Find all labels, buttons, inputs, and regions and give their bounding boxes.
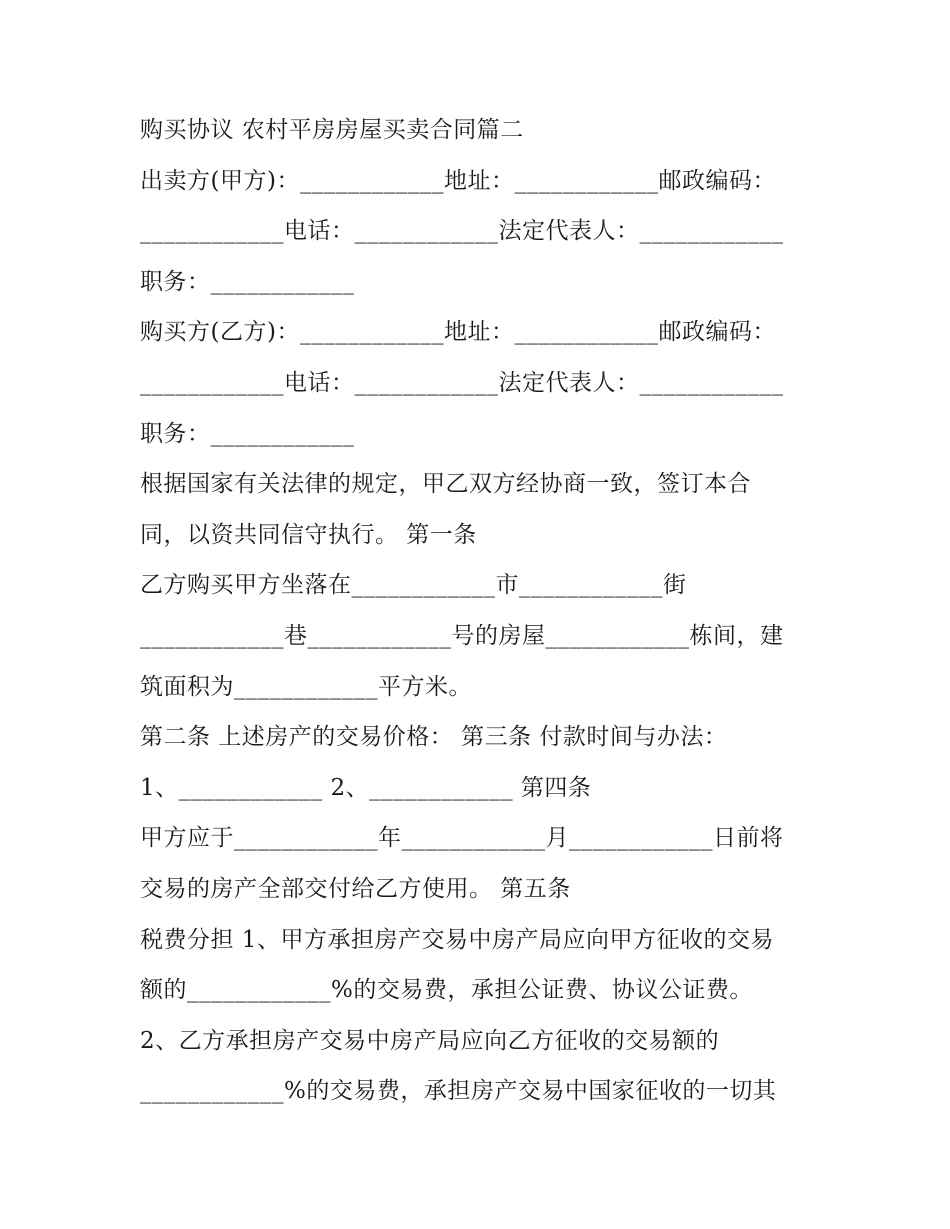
seller-line-2: ____________电话：____________法定代表人：____________: [140, 218, 784, 244]
article1-line-1: 乙方购买甲方坐落在____________市____________街: [140, 572, 687, 598]
article5-line-4: ____________%的交易费，承担房产交易中国家征收的一切其: [140, 1078, 777, 1104]
article5-line-3: 2、乙方承担房产交易中房产局应向乙方征收的交易额的: [140, 1028, 720, 1054]
preamble-line-2: 同，以资共同信守执行。 第一条: [140, 522, 477, 548]
article5-line-1: 税费分担 1、甲方承担房产交易中房产局应向甲方征收的交易: [140, 927, 774, 953]
doc-title: 购买协议 农村平房房屋买卖合同篇二: [140, 117, 524, 143]
preamble-line-1: 根据国家有关法律的规定，甲乙双方经协商一致，签订本合: [140, 471, 751, 497]
article4-line-1: 甲方应于____________年____________月____________日前将: [140, 825, 784, 851]
seller-line-3: 职务：____________: [140, 269, 355, 295]
article1-line-2: ____________巷____________号的房屋____________栋间，建: [140, 623, 784, 649]
article1-line-3: 筑面积为____________平方米。: [140, 674, 472, 700]
buyer-line-1: 购买方(乙方)：____________地址：____________邮政编码：: [140, 319, 776, 345]
payment-items-line: 1、____________ 2、____________ 第四条: [140, 775, 592, 801]
buyer-line-2: ____________电话：____________法定代表人：____________: [140, 370, 784, 396]
article2-3-line: 第二条 上述房产的交易价格： 第三条 付款时间与办法：: [140, 724, 728, 750]
buyer-line-3: 职务：____________: [140, 421, 355, 447]
seller-line-1: 出卖方(甲方)：____________地址：____________邮政编码：: [140, 168, 776, 194]
article5-line-2: 额的____________%的交易费，承担公证费、协议公证费。: [140, 977, 753, 1003]
article4-line-2: 交易的房产全部交付给乙方使用。 第五条: [140, 876, 571, 902]
